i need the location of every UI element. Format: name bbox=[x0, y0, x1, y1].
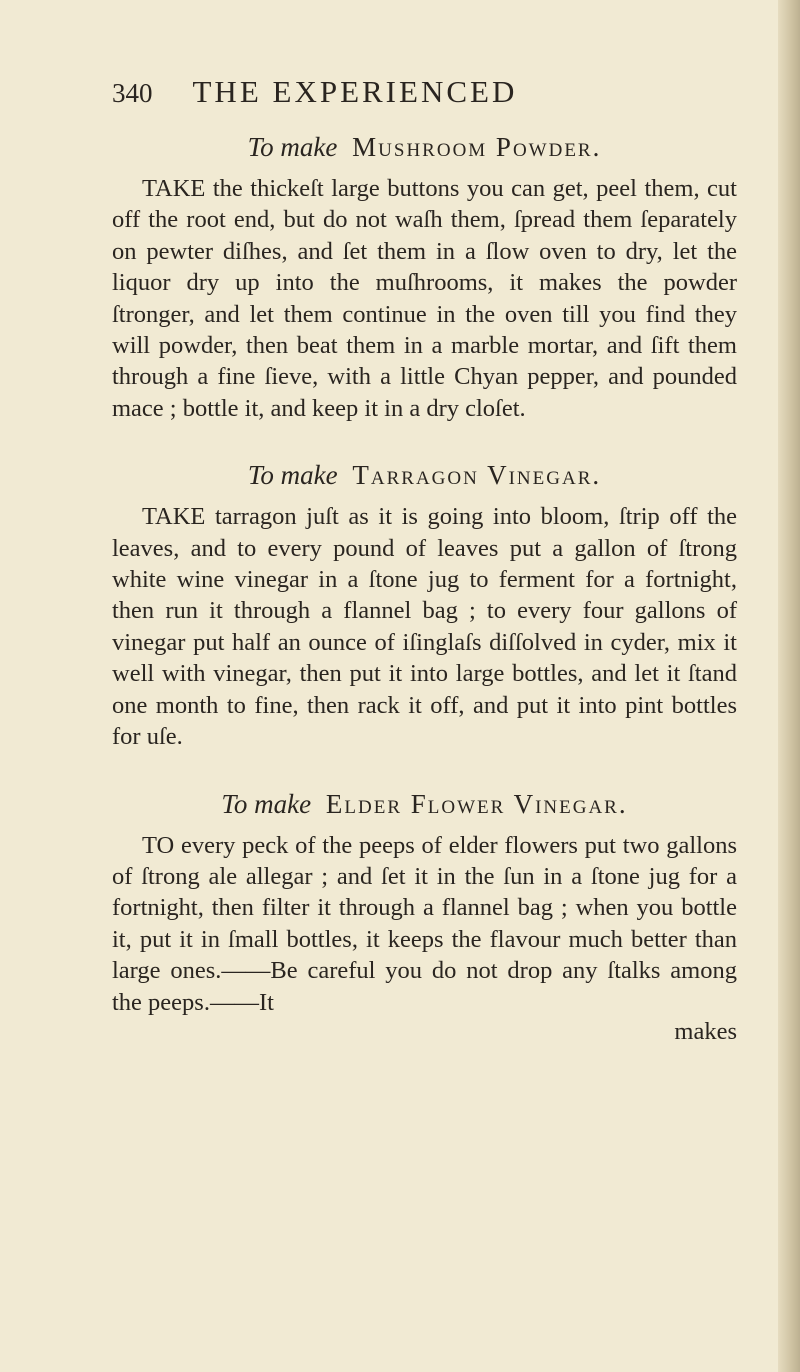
recipe-tarragon-vinegar bbox=[112, 460, 737, 752]
running-head: THE EXPERIENCED bbox=[192, 74, 518, 109]
page-header bbox=[112, 74, 517, 110]
page-edge bbox=[778, 0, 800, 1372]
catchword: makes bbox=[674, 1017, 737, 1045]
recipe-title bbox=[112, 789, 737, 820]
recipe-title-name: Elder Flower Vinegar. bbox=[325, 788, 628, 819]
page-content bbox=[112, 132, 737, 1046]
catchword-line bbox=[112, 1018, 737, 1046]
recipe-body: TO every peck of the peeps of elder flowers put two gallons of ſtrong ale allegar ; and ſet it in the ſun in a ſtone jug for a fortnight, then filter it through a flannel bag ; when you bottle it, put it in ſmall bottles, it keeps the flavour much better than large ones.——Be careful you do not drop any ſtalks among the peeps.——It bbox=[112, 831, 737, 1016]
recipe-title bbox=[112, 132, 737, 163]
recipe-elder-flower-vinegar bbox=[112, 789, 737, 1046]
recipe-mushroom-powder bbox=[112, 132, 737, 424]
recipe-body: TAKE tarragon juſt as it is going into bloom, ſtrip off the leaves, and to every pound of leaves put a gallon of ſtrong white wine vinegar in a ſtone jug to ferment for a fortnight, then run it through a flannel bag ; to every four gallons of vinegar put half an ounce of iſinglaſs diſſolved in cyder, mix it well with vinegar, then put it into large bottles, and let it ſtand one month to fine, then rack it off, and put it into pint bottles for uſe. bbox=[112, 503, 737, 751]
recipe-body: TAKE the thickeſt large buttons you can get, peel them, cut off the root end, but do not waſh them, ſpread them ſeparately on pewter diſhes, and ſet them in a ſlow oven to dry, let the liquor dry up into the muſhrooms, it makes the powder ſtronger, and let them continue in the oven till you find they will powder, then beat them in a marble mortar, and ſift them through a fine ſieve, with a little Chyan pepper, and pounded mace ; bottle it, and keep it in a dry cloſet. bbox=[112, 175, 737, 422]
recipe-title-name: Mushroom Powder. bbox=[352, 132, 602, 162]
recipe-title-lead: To make bbox=[247, 460, 338, 491]
recipe-title-lead: To make bbox=[247, 132, 338, 162]
recipe-title-name: Tarragon Vinegar. bbox=[352, 460, 602, 491]
page-number: 340 bbox=[112, 78, 153, 108]
recipe-title-lead: To make bbox=[221, 788, 312, 819]
recipe-title bbox=[112, 460, 737, 491]
